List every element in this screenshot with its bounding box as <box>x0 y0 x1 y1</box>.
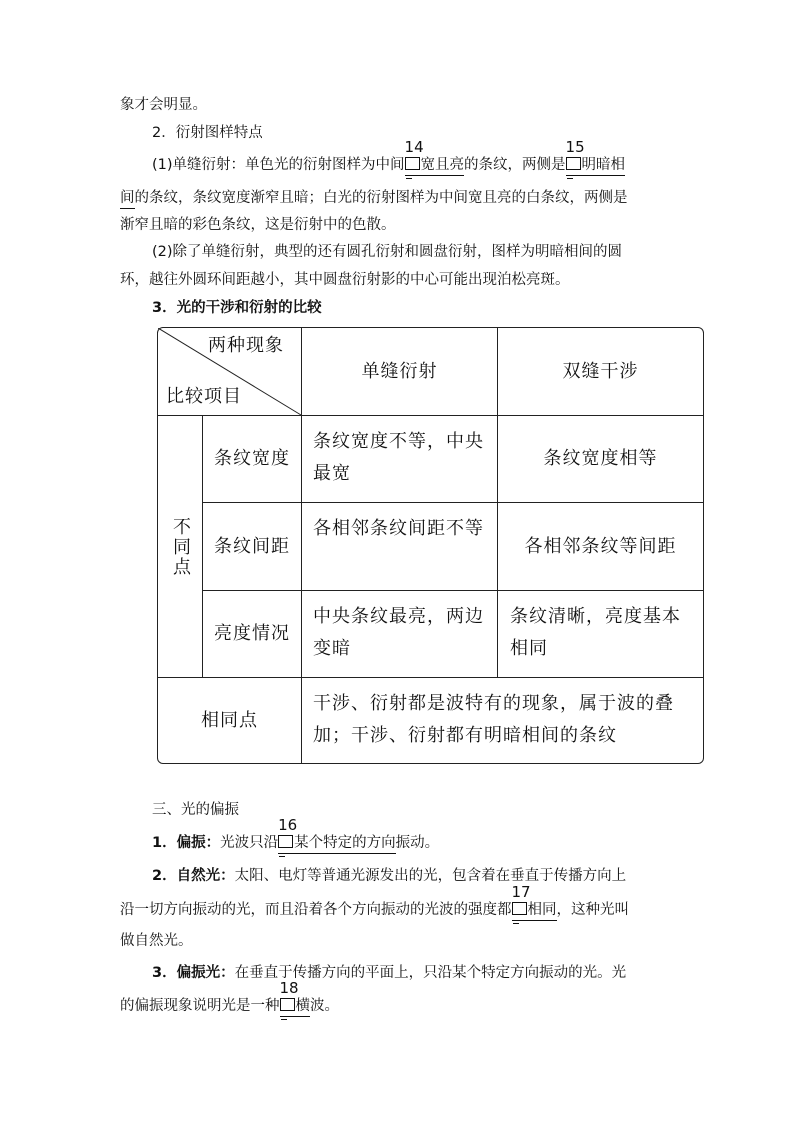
corner-top-label: 两种现象 <box>208 335 284 356</box>
blank-14: 14 宽且亮 <box>405 155 465 176</box>
row-label-spacing: 条纹间距 <box>214 535 290 557</box>
corner-bottom-label: 比较项目 <box>166 386 242 407</box>
comparison-table <box>157 327 704 764</box>
cell-diffraction-width: 条纹宽度不等，中央最宽 <box>313 431 484 484</box>
answer-box-icon <box>278 835 293 848</box>
para-other-diffraction-line2: 环，越往外圆环间距越小，其中圆盘衍射影的中心可能出现泊松亮斑。 <box>120 272 570 288</box>
cell-interference-brightness: 条纹清晰，亮度基本相同 <box>510 606 681 659</box>
section-2-heading: 2．衍射图样特点 <box>152 125 263 141</box>
para-single-slit-line3: 渐窄且暗的彩色条纹，这是衍射中的色散。 <box>120 217 396 233</box>
group-differences: 不同点 <box>170 516 191 577</box>
col-header-diffraction: 单缝衍射 <box>361 360 438 382</box>
para-natural-light-line1: 2．自然光：太阳、电灯等普通光源发出的光，包含着在垂直于传播方向上 <box>152 868 627 884</box>
section-3-heading: 3．光的干涉和衍射的比较 <box>152 300 322 316</box>
intro-tail: 象才会明显。 <box>120 97 207 113</box>
para-polarized-light-line1: 3．偏振光：在垂直于传播方向的平面上，只沿某个特定方向振动的光。光 <box>152 965 627 981</box>
cell-diffraction-spacing: 各相邻条纹间距不等 <box>313 518 484 539</box>
answer-box-icon <box>566 157 581 170</box>
cell-interference-width: 条纹宽度相等 <box>543 448 658 469</box>
para-single-slit-line2: 间的条纹，条纹宽度渐窄且暗；白光的衍射图样为中间宽且亮的白条纹，两侧是 <box>120 188 628 209</box>
answer-box-icon <box>405 157 420 170</box>
cell-diffraction-brightness: 中央条纹最亮，两边变暗 <box>313 606 484 659</box>
section-polarization-heading: 三、光的偏振 <box>152 802 239 818</box>
blank-18: 18 横 <box>280 996 311 1017</box>
para-other-diffraction-line1: (2)除了单缝衍射，典型的还有圆孔衍射和圆盘衍射，图样为明暗相间的圆 <box>152 244 623 260</box>
para-natural-light-line2: 沿一切方向振动的光，而且沿着各个方向振动的光波的强度都 17 相同，这种光叫 <box>120 900 629 921</box>
row-label-same: 相同点 <box>201 709 258 731</box>
cell-interference-spacing: 各相邻条纹等间距 <box>524 535 677 557</box>
col-header-interference: 双缝干涉 <box>562 360 639 382</box>
row-label-brightness: 亮度情况 <box>214 623 290 644</box>
blank-15-cont: 间 <box>120 188 135 209</box>
para-polarization: 1．偏振：光波只沿 16 某个特定的方向振动。 <box>152 833 439 854</box>
blank-16: 16 某个特定的方向 <box>278 833 396 854</box>
para-natural-light-line3: 做自然光。 <box>120 933 193 949</box>
para-single-slit-line1: (1)单缝衍射：单色光的衍射图样为中间 14 宽且亮的条纹，两侧是 15 明暗相 <box>152 155 625 176</box>
answer-box-icon <box>512 902 527 915</box>
cell-same-text: 干涉、衍射都是波特有的现象，属于波的叠加；干涉、衍射都有明暗相间的条纹 <box>313 693 674 746</box>
blank-15: 15 明暗相 <box>566 155 626 176</box>
row-label-width: 条纹宽度 <box>214 448 290 469</box>
blank-17: 17 相同 <box>512 900 557 921</box>
para-polarized-light-line2: 的偏振现象说明光是一种 18 横波。 <box>120 996 339 1017</box>
answer-box-icon <box>280 998 295 1011</box>
